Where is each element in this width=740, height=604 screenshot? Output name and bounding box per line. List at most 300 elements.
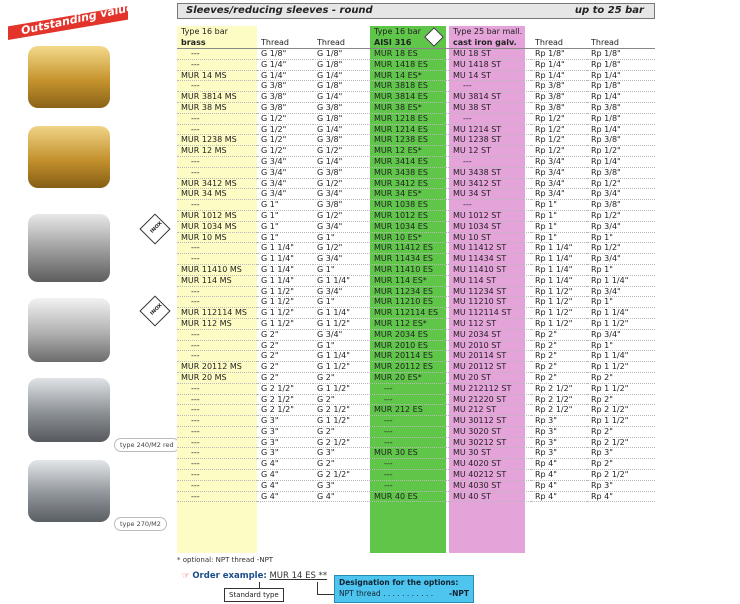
header-cell: Thread: [587, 37, 655, 49]
table-cell: ---: [370, 459, 449, 470]
table-cell: Rp 2 1/2": [531, 383, 587, 394]
table-cell: ---: [177, 426, 257, 437]
order-example-label: Order example:: [192, 571, 267, 581]
table-cell: ---: [370, 470, 449, 481]
table-cell: MU 11412 ST: [449, 243, 531, 254]
table-cell: MU 38 ST: [449, 102, 531, 113]
table-cell: MUR 10 ES*: [370, 232, 449, 243]
table-cell: Rp 3/8": [587, 102, 655, 113]
table-cell: ---: [449, 113, 531, 124]
table-cell: G 2": [313, 372, 370, 383]
table-cell: MU 212112 ST: [449, 383, 531, 394]
table-cell: Rp 2 1/2": [587, 437, 655, 448]
table-cell: G 2 1/2": [313, 437, 370, 448]
table-cell: MU 2034 ST: [449, 329, 531, 340]
table-cell: MU 11410 ST: [449, 264, 531, 275]
table-row: [177, 102, 655, 113]
table-cell: Rp 1/8": [587, 59, 655, 70]
table-cell: Rp 1 1/4": [587, 308, 655, 319]
table-cell: MU 14 ST: [449, 70, 531, 81]
table-cell: G 1 1/2": [313, 362, 370, 373]
table-cell: ---: [177, 59, 257, 70]
table-cell: Rp 1/2": [587, 146, 655, 157]
table-cell: Rp 3/4": [587, 286, 655, 297]
table-cell: G 1": [257, 221, 313, 232]
table-cell: Rp 3": [587, 480, 655, 491]
connector-line: [317, 582, 318, 594]
pointer-icon: ☞: [182, 571, 190, 581]
table-cell: Rp 3/8": [587, 167, 655, 178]
table-cell: G 1/8": [313, 113, 370, 124]
stainless-sleeve-photo-1: [28, 214, 110, 282]
table-row: [177, 480, 655, 491]
table-cell: Rp 1": [531, 200, 587, 211]
table-cell: MUR 1034 ES: [370, 221, 449, 232]
table-cell: G 2": [257, 372, 313, 383]
table-cell: ---: [449, 81, 531, 92]
table-cell: G 1 1/4": [257, 264, 313, 275]
table-row: [177, 221, 655, 232]
table-cell: G 2 1/2": [257, 383, 313, 394]
table-cell: MU 11434 ST: [449, 254, 531, 265]
table-cell: Rp 3": [531, 426, 587, 437]
table-header-row: [177, 26, 655, 37]
table-row: [177, 459, 655, 470]
table-cell: MUR 2010 ES: [370, 340, 449, 351]
table-cell: G 3/4": [313, 286, 370, 297]
table-cell: G 2": [257, 340, 313, 351]
brass-sleeve-photo-2: [28, 126, 110, 188]
table-cell: MUR 3412 MS: [177, 178, 257, 189]
table-cell: MUR 1012 MS: [177, 210, 257, 221]
table-cell: Rp 1 1/4": [531, 243, 587, 254]
table-cell: Rp 1/2": [531, 124, 587, 135]
table-cell: MU 30 ST: [449, 448, 531, 459]
table-cell: MU 1238 ST: [449, 135, 531, 146]
table-cell: Rp 1": [531, 221, 587, 232]
table-row: [177, 362, 655, 373]
table-cell: MU 10 ST: [449, 232, 531, 243]
table-cell: MU 20 ST: [449, 372, 531, 383]
table-cell: ---: [177, 81, 257, 92]
table-cell: G 1 1/4": [313, 351, 370, 362]
table-cell: MUR 114 MS: [177, 275, 257, 286]
table-cell: Rp 1/2": [531, 113, 587, 124]
table-cell: Rp 1": [587, 340, 655, 351]
sleeve-spec-table: [177, 26, 655, 502]
stainless-sleeve-photo-2: [28, 298, 110, 362]
header-cell: Type 16 bar: [181, 27, 228, 36]
table-row: [177, 189, 655, 200]
table-cell: G 1/4": [313, 124, 370, 135]
header-cell: Type 25 bar mall.: [453, 27, 523, 36]
table-cell: MU 3412 ST: [449, 178, 531, 189]
table-cell: Rp 3/4": [531, 189, 587, 200]
table-cell: Rp 1 1/2": [531, 308, 587, 319]
table-cell: G 4": [257, 470, 313, 481]
header-cell: Thread: [531, 37, 587, 49]
table-cell: G 3/4": [257, 156, 313, 167]
table-row: [177, 329, 655, 340]
table-row: [177, 49, 655, 60]
table-cell: ---: [177, 470, 257, 481]
table-cell: Rp 3": [531, 437, 587, 448]
table-cell: G 1 1/2": [257, 308, 313, 319]
table-cell: MU 3438 ST: [449, 167, 531, 178]
table-cell: ---: [177, 156, 257, 167]
table-cell: MUR 3412 ES: [370, 178, 449, 189]
table-cell: G 3": [257, 416, 313, 427]
table-cell: G 2": [257, 329, 313, 340]
table-row: [177, 297, 655, 308]
table-row: [177, 318, 655, 329]
table-cell: G 1/4": [313, 92, 370, 103]
table-cell: Rp 1/4": [531, 70, 587, 81]
table-cell: MUR 14 ES*: [370, 70, 449, 81]
table-row: [177, 405, 655, 416]
table-cell: MU 20112 ST: [449, 362, 531, 373]
table-cell: Rp 4": [587, 491, 655, 502]
table-cell: G 2 1/2": [257, 394, 313, 405]
type-270-label: type 270/M2: [114, 517, 167, 531]
table-cell: Rp 2 1/2": [531, 394, 587, 405]
table-cell: G 3/4": [313, 329, 370, 340]
table-cell: G 4": [257, 459, 313, 470]
table-cell: Rp 3/4": [587, 254, 655, 265]
table-cell: Rp 2": [531, 362, 587, 373]
pressure-rating: up to 25 bar: [574, 5, 644, 16]
table-cell: G 1/4": [313, 156, 370, 167]
header-cell: Thread: [313, 37, 370, 49]
table-cell: MUR 11412 ES: [370, 243, 449, 254]
table-cell: MUR 30 ES: [370, 448, 449, 459]
table-cell: MUR 38 ES*: [370, 102, 449, 113]
table-cell: MU 1034 ST: [449, 221, 531, 232]
table-cell: G 2 1/2": [257, 405, 313, 416]
table-cell: MU 1214 ST: [449, 124, 531, 135]
table-cell: MUR 34 MS: [177, 189, 257, 200]
table-cell: Rp 2": [587, 426, 655, 437]
table-cell: MUR 40 ES: [370, 491, 449, 502]
table-cell: Rp 2": [531, 351, 587, 362]
table-cell: G 1 1/2": [313, 416, 370, 427]
table-cell: Rp 1/8": [587, 49, 655, 60]
table-cell: Rp 1/4": [587, 124, 655, 135]
table-cell: G 3/4": [257, 178, 313, 189]
table-cell: G 1/2": [257, 135, 313, 146]
table-cell: MUR 1038 ES: [370, 200, 449, 211]
table-cell: MU 12 ST: [449, 146, 531, 157]
table-cell: Rp 1 1/2": [587, 318, 655, 329]
table-cell: MUR 14 MS: [177, 70, 257, 81]
table-cell: MU 3814 ST: [449, 92, 531, 103]
table-cell: MU 212 ST: [449, 405, 531, 416]
table-row: [177, 178, 655, 189]
table-cell: ---: [449, 156, 531, 167]
table-row: [177, 92, 655, 103]
designation-option: NPT thread . . . . . . . . . . .: [339, 589, 434, 598]
table-row: [177, 286, 655, 297]
table-cell: G 1/4": [257, 59, 313, 70]
table-cell: MUR 12 MS: [177, 146, 257, 157]
table-cell: MUR 11210 ES: [370, 297, 449, 308]
table-row: [177, 351, 655, 362]
table-cell: MU 114 ST: [449, 275, 531, 286]
table-cell: G 3/4": [257, 167, 313, 178]
table-cell: Rp 1/4": [587, 92, 655, 103]
table-cell: MUR 1218 ES: [370, 113, 449, 124]
table-cell: MU 3020 ST: [449, 426, 531, 437]
table-cell: ---: [177, 49, 257, 60]
table-cell: MUR 20112 MS: [177, 362, 257, 373]
table-cell: ---: [177, 329, 257, 340]
table-cell: MUR 34 ES*: [370, 189, 449, 200]
table-cell: MUR 3814 MS: [177, 92, 257, 103]
table-cell: G 2": [313, 426, 370, 437]
table-cell: MUR 1238 ES: [370, 135, 449, 146]
table-cell: Rp 1 1/2": [587, 416, 655, 427]
table-cell: G 1 1/2": [313, 383, 370, 394]
table-cell: MUR 20112 ES: [370, 362, 449, 373]
designation-box: [334, 575, 474, 603]
footnote: * optional: NPT thread -NPT: [177, 556, 274, 564]
table-cell: Rp 1 1/2": [587, 383, 655, 394]
table-cell: ---: [177, 351, 257, 362]
table-cell: ---: [177, 254, 257, 265]
table-cell: MUR 10 MS: [177, 232, 257, 243]
table-cell: G 2": [313, 394, 370, 405]
table-cell: G 3": [313, 448, 370, 459]
table-row: [177, 437, 655, 448]
table-row: [177, 372, 655, 383]
table-cell: MU 34 ST: [449, 189, 531, 200]
table-cell: MUR 20114 ES: [370, 351, 449, 362]
section-header: [177, 3, 655, 19]
table-cell: MU 112 ST: [449, 318, 531, 329]
table-cell: G 2": [257, 351, 313, 362]
table-cell: Rp 3": [587, 448, 655, 459]
table-cell: MU 4020 ST: [449, 459, 531, 470]
table-cell: Rp 2": [531, 372, 587, 383]
table-cell: G 2 1/2": [313, 470, 370, 481]
order-example-value: MUR 14 ES **: [269, 571, 328, 581]
table-cell: G 3": [313, 480, 370, 491]
table-cell: G 3/4": [257, 189, 313, 200]
table-cell: G 1": [313, 297, 370, 308]
table-cell: Rp 1": [531, 210, 587, 221]
table-cell: G 2 1/2": [313, 405, 370, 416]
table-cell: MUR 112 MS: [177, 318, 257, 329]
table-cell: G 1 1/2": [313, 318, 370, 329]
table-cell: ---: [177, 459, 257, 470]
table-cell: G 1": [257, 210, 313, 221]
header-cell: AISI 316: [370, 37, 449, 49]
table-cell: G 1 1/4": [313, 275, 370, 286]
table-cell: Rp 2 1/2": [531, 405, 587, 416]
table-cell: ---: [370, 426, 449, 437]
table-cell: ---: [177, 491, 257, 502]
table-cell: MUR 114 ES*: [370, 275, 449, 286]
header-cell: [313, 26, 370, 37]
table-cell: G 2": [313, 459, 370, 470]
table-cell: MUR 1238 MS: [177, 135, 257, 146]
table-cell: ---: [370, 383, 449, 394]
brass-sleeve-photo-1: [28, 46, 110, 108]
table-cell: G 1/4": [313, 70, 370, 81]
table-cell: MUR 212 ES: [370, 405, 449, 416]
table-cell: G 1 1/2": [257, 318, 313, 329]
table-row: [177, 167, 655, 178]
table-cell: MU 21220 ST: [449, 394, 531, 405]
table-cell: Rp 3/8": [587, 135, 655, 146]
connector-line: [317, 594, 334, 595]
table-row: [177, 135, 655, 146]
table-cell: G 3": [257, 437, 313, 448]
table-cell: MUR 11434 ES: [370, 254, 449, 265]
table-cell: ---: [177, 394, 257, 405]
table-cell: Rp 4": [531, 491, 587, 502]
table-cell: G 3/4": [313, 221, 370, 232]
table-cell: G 1/8": [313, 59, 370, 70]
table-cell: G 3/8": [313, 167, 370, 178]
table-cell: G 3/8": [257, 102, 313, 113]
table-cell: G 1/8": [313, 81, 370, 92]
table-cell: MUR 2034 ES: [370, 329, 449, 340]
table-cell: MU 2010 ST: [449, 340, 531, 351]
table-cell: Rp 4": [531, 459, 587, 470]
table-cell: Rp 3/4": [587, 189, 655, 200]
table-header-row: [177, 37, 655, 49]
table-cell: Rp 2": [587, 459, 655, 470]
table-cell: MUR 18 ES: [370, 49, 449, 60]
table-cell: G 1/8": [313, 49, 370, 60]
inox-icon: INOX: [139, 295, 170, 326]
table-row: [177, 416, 655, 427]
table-cell: Rp 1 1/2": [531, 297, 587, 308]
table-cell: Rp 1 1/2": [587, 362, 655, 373]
table-cell: G 1": [257, 232, 313, 243]
table-cell: MUR 112 ES*: [370, 318, 449, 329]
table-cell: MUR 112114 MS: [177, 308, 257, 319]
table-row: [177, 156, 655, 167]
table-cell: MUR 38 MS: [177, 102, 257, 113]
order-example: [182, 571, 327, 581]
table-cell: G 2": [257, 362, 313, 373]
table-cell: Rp 2": [587, 372, 655, 383]
table-cell: ---: [177, 383, 257, 394]
table-row: [177, 275, 655, 286]
table-cell: G 1": [257, 200, 313, 211]
table-cell: ---: [177, 480, 257, 491]
table-cell: Rp 1 1/2": [531, 318, 587, 329]
table-cell: Rp 1 1/2": [531, 286, 587, 297]
table-cell: Rp 2": [531, 340, 587, 351]
table-row: [177, 146, 655, 157]
table-cell: G 1 1/4": [257, 243, 313, 254]
table-cell: MUR 1034 MS: [177, 221, 257, 232]
table-cell: Rp 2": [587, 394, 655, 405]
table-cell: Rp 1": [531, 232, 587, 243]
type-240-label: type 240/M2 red: [114, 438, 180, 452]
table-cell: MUR 11234 ES: [370, 286, 449, 297]
table-cell: MUR 20 ES*: [370, 372, 449, 383]
table-cell: ---: [177, 340, 257, 351]
header-cell: [257, 26, 313, 37]
table-cell: G 3/4": [313, 189, 370, 200]
inox-icon: INOX: [139, 213, 170, 244]
table-cell: ---: [177, 243, 257, 254]
table-cell: MUR 20 MS: [177, 372, 257, 383]
table-cell: G 3": [257, 448, 313, 459]
table-cell: ---: [370, 437, 449, 448]
table-cell: Rp 4": [531, 470, 587, 481]
table-cell: MU 20114 ST: [449, 351, 531, 362]
section-title: Sleeves/reducing sleeves - round: [186, 5, 373, 16]
table-cell: G 1/2": [257, 113, 313, 124]
table-row: [177, 383, 655, 394]
table-row: [177, 470, 655, 481]
table-cell: MUR 3414 ES: [370, 156, 449, 167]
table-cell: Rp 3/8": [531, 81, 587, 92]
table-cell: G 1/2": [313, 210, 370, 221]
table-cell: MU 4030 ST: [449, 480, 531, 491]
table-row: [177, 254, 655, 265]
table-cell: Rp 1/8": [531, 49, 587, 60]
table-cell: G 1/8": [257, 49, 313, 60]
table-row: [177, 124, 655, 135]
table-row: [177, 200, 655, 211]
table-cell: ---: [449, 200, 531, 211]
table-row: [177, 59, 655, 70]
table-cell: Rp 1/2": [587, 243, 655, 254]
table-cell: MUR 1012 ES: [370, 210, 449, 221]
table-cell: MU 1418 ST: [449, 59, 531, 70]
table-cell: G 3/8": [313, 200, 370, 211]
table-row: [177, 232, 655, 243]
table-cell: MU 112114 ST: [449, 308, 531, 319]
table-cell: MU 18 ST: [449, 49, 531, 60]
table-cell: Rp 1/4": [531, 59, 587, 70]
table-cell: Rp 1/4": [587, 156, 655, 167]
table-cell: Rp 3/4": [587, 221, 655, 232]
table-cell: G 4": [257, 480, 313, 491]
table-cell: Rp 2 1/2": [587, 405, 655, 416]
table-cell: Rp 1 1/4": [531, 275, 587, 286]
table-cell: MUR 3438 ES: [370, 167, 449, 178]
table-cell: Rp 1": [587, 264, 655, 275]
table-cell: G 1/2": [313, 178, 370, 189]
table-row: [177, 70, 655, 81]
table-cell: Rp 2": [531, 329, 587, 340]
table-cell: Rp 1/2": [531, 135, 587, 146]
table-cell: ---: [177, 200, 257, 211]
table-cell: G 1": [313, 340, 370, 351]
table-cell: G 1/2": [313, 146, 370, 157]
table-row: [177, 264, 655, 275]
badge-text: Outstanding value!: [19, 0, 140, 38]
header-cell: [531, 26, 587, 37]
cast-iron-sleeve-photo-1: [28, 378, 110, 442]
table-row: [177, 308, 655, 319]
table-cell: Rp 2 1/2": [587, 470, 655, 481]
table-cell: G 1": [313, 264, 370, 275]
table-row: [177, 491, 655, 502]
table-cell: G 1 1/2": [257, 297, 313, 308]
table-cell: Rp 1/4": [587, 70, 655, 81]
table-row: [177, 394, 655, 405]
header-cell: Thread: [257, 37, 313, 49]
table-cell: MUR 3818 ES: [370, 81, 449, 92]
